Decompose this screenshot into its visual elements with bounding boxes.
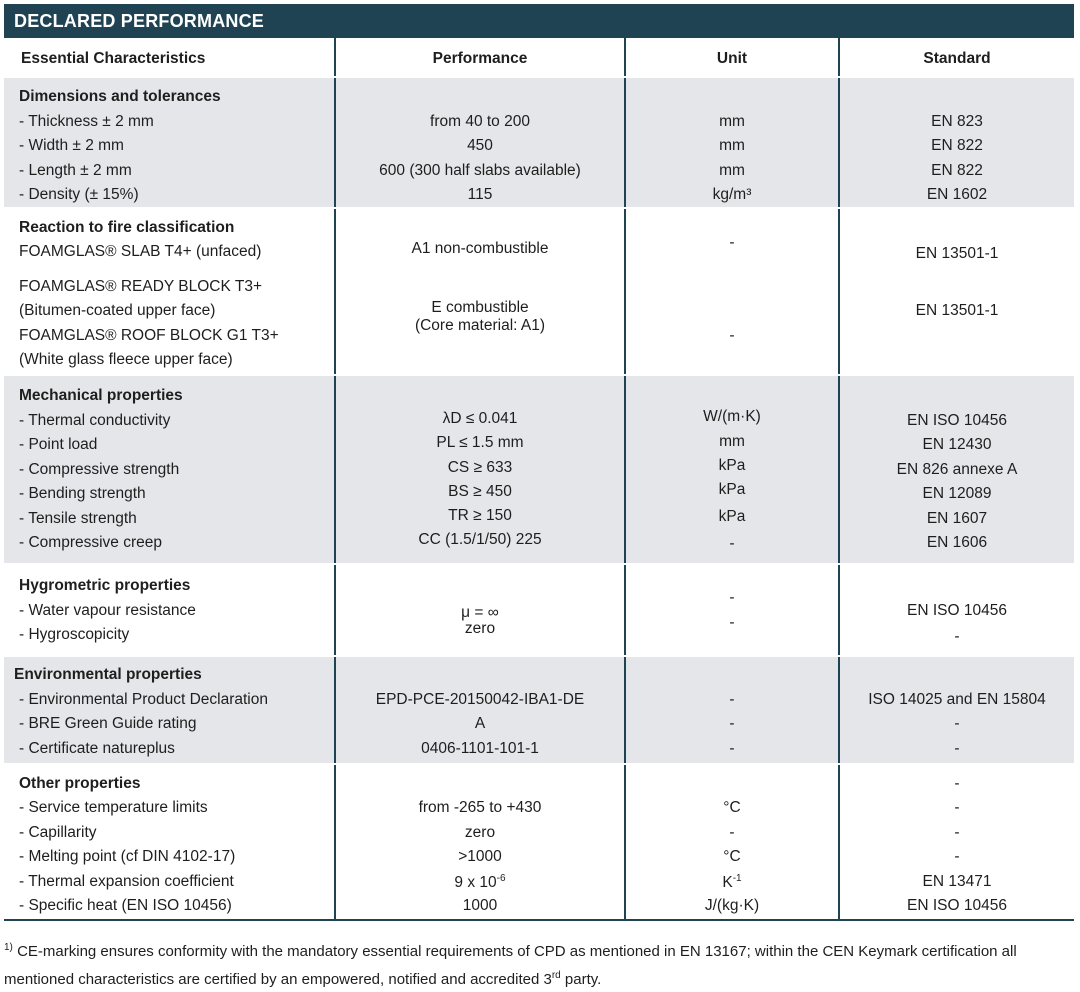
unit-cell: - (729, 327, 735, 344)
table-row (4, 408, 1074, 436)
header-characteristics: Essential Characteristics (21, 50, 206, 67)
unit-cell: - (729, 691, 735, 708)
section-hygrometric (4, 563, 1074, 655)
characteristic-cell: FOAMGLAS® READY BLOCK T3+ (19, 278, 262, 295)
characteristic-cell: - Bending strength (19, 485, 146, 502)
unit-cell: °C (723, 848, 741, 865)
standard-cell: ISO 14025 and EN 15804 (868, 691, 1046, 708)
characteristic-cell: - Hygroscopicity (19, 626, 130, 643)
unit-cell: mm (719, 162, 745, 179)
unit-cell: - (729, 740, 735, 757)
performance-cell: A (474, 715, 486, 732)
unit-cell: kPa (718, 481, 746, 498)
unit-cell: - (729, 614, 735, 631)
standard-cell: EN 1606 (926, 534, 988, 551)
performance-cell: from -265 to +430 (418, 799, 542, 816)
section-mechanical (4, 374, 1074, 563)
performance-cell: zero (464, 620, 496, 637)
standard-cell: EN ISO 10456 (907, 897, 1007, 914)
page-title: DECLARED PERFORMANCE (14, 11, 265, 31)
standard-cell: EN 13471 (922, 873, 992, 890)
header-standard: Standard (923, 50, 991, 67)
standard-cell: EN 826 annexe A (896, 461, 1018, 478)
characteristic-cell: - Melting point (cf DIN 4102-17) (19, 848, 236, 865)
footnote: $^{1)}$ CE-marking ensures conformity with the mandatory essential requirements of CPD as mentioned in EN 13167; within the CEN Keymark certification all mentioned characteristics are certified by an empowered, notified and accredited 3rd party. (4, 942, 1017, 988)
performance-cell: PL ≤ 1.5 mm (436, 434, 524, 451)
table-row (4, 433, 1074, 460)
characteristic-cell: FOAMGLAS® SLAB T4+ (unfaced) (19, 243, 262, 260)
characteristic-cell: - Tensile strength (19, 510, 137, 527)
table-row (4, 799, 1074, 823)
header-performance: Performance (432, 50, 528, 67)
characteristic-cell: - Water vapour resistance (19, 602, 196, 619)
performance-cell: BS ≥ 450 (448, 483, 512, 500)
table-row-line (4, 317, 1074, 351)
unit-cell: $K^{-1}$ (722, 873, 742, 892)
standard-cell: EN 1607 (926, 510, 988, 527)
unit-cell: kPa (718, 508, 746, 525)
performance-cell: 115 (467, 186, 493, 203)
performance-cell: CS ≥ 633 (447, 459, 513, 476)
standard-cell: EN ISO 10456 (907, 412, 1007, 429)
table-row (4, 848, 1074, 872)
footnote-text: mentioned characteristics are certified by an empowered, notified and accredited 3 (4, 971, 552, 988)
characteristic-cell: - Service temperature limits (19, 799, 208, 816)
unit-cell: - (729, 589, 735, 606)
table-row (4, 873, 1074, 897)
characteristic-cell: - Width ± 2 mm (19, 137, 124, 154)
characteristic-cell: - Specific heat (EN ISO 10456) (19, 897, 232, 914)
unit-cell: kPa (718, 457, 746, 474)
unit-cell: J/(kg·K) (704, 897, 760, 914)
standard-cell: - (954, 824, 960, 841)
standard-cell: EN 13501-1 (915, 302, 999, 319)
unit-cell: - (729, 824, 735, 841)
unit-cell: kg/m³ (712, 186, 752, 203)
standard-cell: - (954, 740, 960, 757)
standard-cell: - (954, 775, 960, 792)
performance-cell: λD ≤ 0.041 (442, 410, 518, 427)
performance-cell: from 40 to 200 (430, 113, 530, 130)
section-heading: Other properties (19, 775, 141, 792)
characteristic-cell: - Thickness ± 2 mm (19, 113, 154, 130)
standard-cell: EN ISO 10456 (907, 602, 1007, 619)
characteristic-cell: - BRE Green Guide rating (19, 715, 197, 732)
footnote-text: party. (560, 971, 602, 988)
table-bottom-rule (4, 919, 1074, 921)
characteristic-cell: - Compressive strength (19, 461, 180, 478)
section-heading: Mechanical properties (19, 387, 183, 404)
performance-cell: E combustible (431, 299, 529, 316)
characteristic-cell: (White glass fleece upper face) (19, 351, 233, 368)
performance-cell: 1000 (462, 897, 498, 914)
standard-cell: - (954, 628, 960, 645)
performance-cell: μ = ∞ (461, 604, 499, 621)
standard-cell: EN 13501-1 (915, 245, 999, 262)
table-row (4, 715, 1074, 739)
table-row (4, 824, 1074, 848)
performance-cell: zero (464, 824, 496, 841)
section-heading: Dimensions and tolerances (19, 88, 221, 105)
standard-cell: - (954, 848, 960, 865)
table-row (4, 234, 1074, 267)
standard-cell: - (954, 799, 960, 816)
characteristic-cell: - Compressive creep (19, 534, 162, 551)
standard-cell: EN 12430 (922, 436, 992, 453)
footnote-marker: 1) (4, 942, 13, 953)
section-heading: Environmental properties (14, 666, 202, 683)
characteristic-cell: FOAMGLAS® ROOF BLOCK G1 T3+ (19, 327, 279, 344)
performance-table (4, 38, 1074, 919)
performance-cell: 450 (467, 137, 493, 154)
section-other (4, 763, 1074, 919)
performance-cell: 600 (300 half slabs available) (379, 162, 581, 179)
standard-cell: EN 1602 (926, 186, 988, 203)
unit-cell: mm (719, 433, 745, 450)
standard-cell: EN 823 (931, 113, 983, 130)
characteristic-cell: - Point load (19, 436, 98, 453)
characteristic-cell: - Length ± 2 mm (19, 162, 132, 179)
table-row (4, 113, 1074, 137)
unit-cell: mm (719, 137, 745, 154)
performance-cell: >1000 (458, 848, 502, 865)
standard-cell: EN 822 (931, 162, 983, 179)
section-heading: Hygrometric properties (19, 577, 191, 594)
standard-cell: - (954, 715, 960, 732)
table-row (4, 457, 1074, 485)
unit-cell: W/(m·K) (703, 408, 761, 425)
unit-cell: mm (719, 113, 745, 130)
table-row (4, 531, 1074, 558)
table-row (4, 740, 1074, 764)
section-fire (4, 207, 1074, 374)
performance-cell: 9 x $10^{-6}$ (454, 873, 506, 892)
unit-cell: - (729, 715, 735, 732)
table-row (4, 897, 1074, 921)
section-heading: Reaction to fire classification (19, 219, 235, 236)
performance-cell: TR ≥ 150 (448, 507, 512, 524)
table-row (4, 137, 1074, 161)
standard-cell: EN 822 (931, 137, 983, 154)
footnote-text: CE-marking ensures conformity with the mandatory essential requirements of CPD as mentioned in EN 13167; within the CEN Keymark certification all (12, 943, 1017, 960)
performance-cell: A1 non-combustible (411, 240, 549, 257)
table-row (4, 481, 1074, 509)
table-row-line (4, 351, 1074, 375)
table-header (4, 38, 1074, 76)
section-dimensions (4, 76, 1074, 207)
characteristic-cell: - Capillarity (19, 824, 97, 841)
unit-cell: - (729, 535, 735, 552)
standard-cell: EN 12089 (922, 485, 992, 502)
characteristic-cell: - Density (± 15%) (19, 186, 139, 203)
performance-cell: EPD-PCE-20150042-IBA1-DE (375, 691, 585, 708)
performance-cell: 0406-1101-101-1 (421, 740, 539, 757)
characteristic-cell: - Certificate natureplus (19, 740, 175, 757)
table-row (4, 691, 1074, 715)
section-environmental (4, 655, 1074, 763)
performance-cell: CC (1.5/1/50) 225 (418, 531, 542, 548)
table-row (4, 162, 1074, 186)
header-unit: Unit (716, 50, 748, 67)
table-row (4, 614, 1074, 650)
characteristic-cell: (Bitumen-coated upper face) (19, 302, 216, 319)
characteristic-cell: - Thermal conductivity (19, 412, 171, 429)
characteristic-cell: - Environmental Product Declaration (19, 691, 268, 708)
title-bar (4, 4, 1074, 38)
characteristic-cell: - Thermal expansion coefficient (19, 873, 234, 890)
unit-cell: °C (723, 799, 741, 816)
unit-cell: - (729, 234, 735, 251)
performance-cell: (Core material: A1) (414, 317, 546, 334)
